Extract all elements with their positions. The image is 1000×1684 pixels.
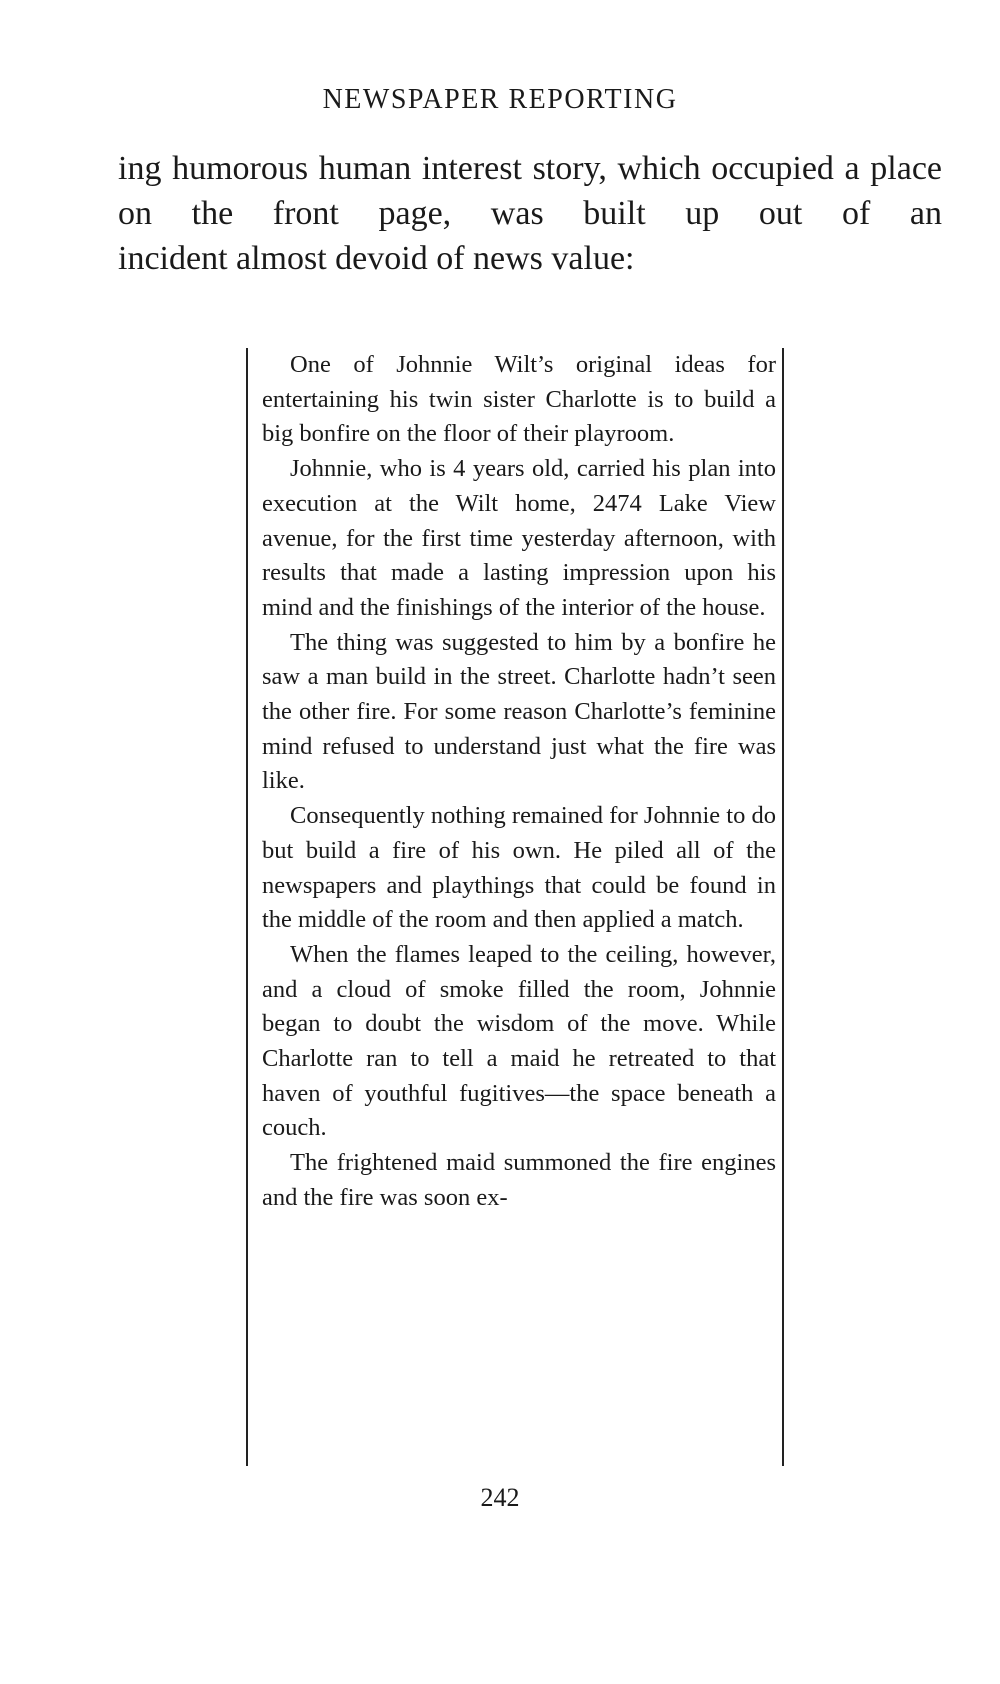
clipping-paragraph-5: When the flames leaped to the ceiling, however, and a cloud of smoke filled the room, Johnnie began to doubt the wisdom of the move. While Charlotte ran to tell a maid he retreated to that haven of youthful fugitives—the space beneath a couch. <box>262 940 776 1142</box>
intro-paragraph <box>118 146 942 281</box>
newspaper-clipping <box>246 348 784 1466</box>
clipping-paragraph-3: The thing was suggested to him by a bonfire he saw a man build in the street. Charlotte hadn’t seen the other fire. For some reason Charlotte’s feminine mind refused to understand just what the fire was like. <box>262 628 776 795</box>
clipping-paragraph-4: Consequently nothing remained for Johnnie to do but build a fire of his own. He piled all of the newspapers and playthings that could be found in the middle of the room and then applied a match. <box>262 802 776 934</box>
intro-last-line: incident almost devoid of news value: <box>118 240 635 277</box>
running-head: NEWSPAPER REPORTING <box>322 84 678 115</box>
clipping-paragraph-6: The frightened maid summoned the fire engines and the fire was soon ex- <box>262 1149 776 1211</box>
clipping-paragraph-2: Johnnie, who is 4 years old, carried his plan into execution at the Wilt home, 2474 Lake View avenue, for the first time yesterday afternoon, with results that made a lasting impression upon his mind and the finishings of the interior of the house. <box>262 455 776 621</box>
clipping-paragraph-1: One of Johnnie Wilt’s original ideas for entertaining his twin sister Charlotte is to build a big bonfire on the floor of their playroom. <box>262 351 776 448</box>
intro-text: ing humorous human interest story, which occupied a place on the front page, was built up out of an <box>118 150 942 232</box>
page-number: 242 <box>480 1483 520 1512</box>
